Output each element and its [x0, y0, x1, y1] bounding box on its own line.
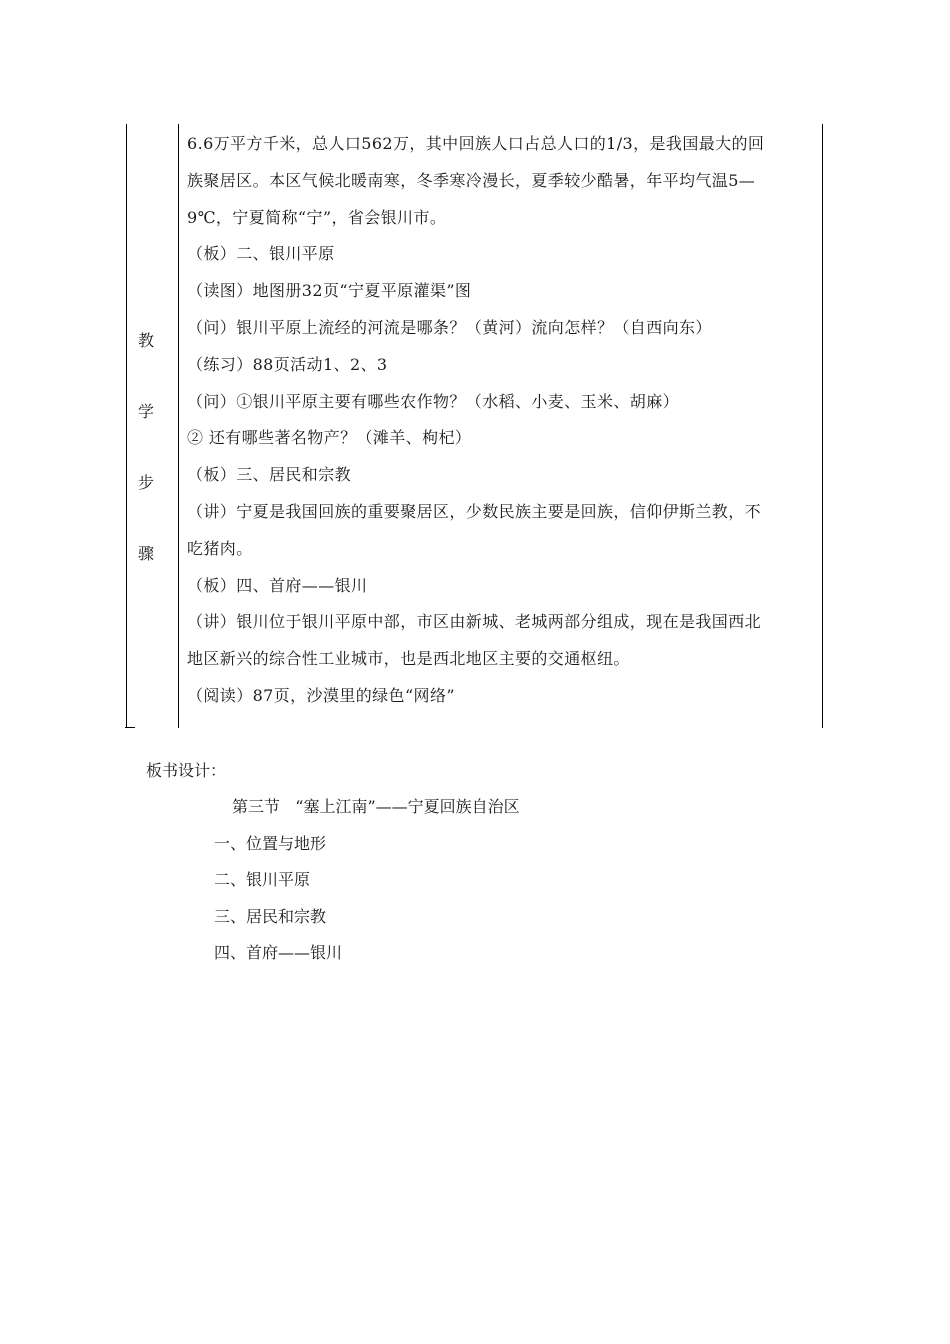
row-label-char: 骤 — [137, 544, 154, 563]
row-label-char: 步 — [137, 473, 154, 492]
content-line: （讲）银川位于银川平原中部，市区由新城、老城两部分组成，现在是我国西北 — [187, 612, 762, 632]
content-line: （板）二、银川平原 — [187, 244, 335, 264]
content-line: （讲）宁夏是我国回族的重要聚居区，少数民族主要是回族，信仰伊斯兰教，不 — [187, 501, 762, 521]
column-divider — [178, 124, 179, 728]
board-outline-item: 四、首府——银川 — [214, 943, 343, 962]
content-line: 9℃，宁夏简称“宁”，省会银川市。 — [187, 207, 447, 227]
board-section-heading: 第三节 “塞上江南”——宁夏回族自治区 — [232, 797, 520, 816]
steps-content-cell — [187, 126, 815, 715]
board-outline-item: 一、位置与地形 — [214, 834, 327, 853]
lesson-steps-table — [126, 124, 823, 728]
content-line: （板）四、首府——银川 — [187, 575, 368, 595]
content-line: （问）①银川平原主要有哪些农作物？（水稻、小麦、玉米、胡麻） — [187, 391, 680, 411]
content-line: （练习）88页活动1、2、3 — [187, 354, 388, 374]
content-line: （阅读）87页，沙漠里的绿色“网络” — [187, 685, 455, 705]
board-outline-item: 三、居民和宗教 — [214, 907, 327, 926]
content-line: 6.6万平方千米，总人口562万，其中回族人口占总人口的1/3，是我国最大的回 — [187, 134, 765, 153]
content-line: （问）银川平原上流经的河流是哪条？（黄河）流向怎样？（自西向东） — [187, 317, 712, 337]
board-outline-item: 二、银川平原 — [214, 870, 311, 889]
content-line: 地区新兴的综合性工业城市，也是西北地区主要的交通枢纽。 — [187, 649, 630, 669]
content-line: 族聚居区。本区气候北暖南寒，冬季寒冷漫长，夏季较少酷暑，年平均气温5— — [187, 170, 756, 190]
row-label-char: 教 — [137, 331, 154, 350]
content-line: （板）三、居民和宗教 — [187, 465, 352, 485]
content-line: 吃猪肉。 — [187, 538, 253, 558]
content-line: （读图）地图册32页“宁夏平原灌渠”图 — [187, 281, 472, 301]
content-line: ② 还有哪些著名物产？（滩羊、枸杞） — [187, 428, 472, 448]
board-design-title: 板书设计： — [146, 761, 227, 780]
row-label-char: 学 — [137, 402, 154, 421]
row-label-cell — [127, 124, 178, 728]
